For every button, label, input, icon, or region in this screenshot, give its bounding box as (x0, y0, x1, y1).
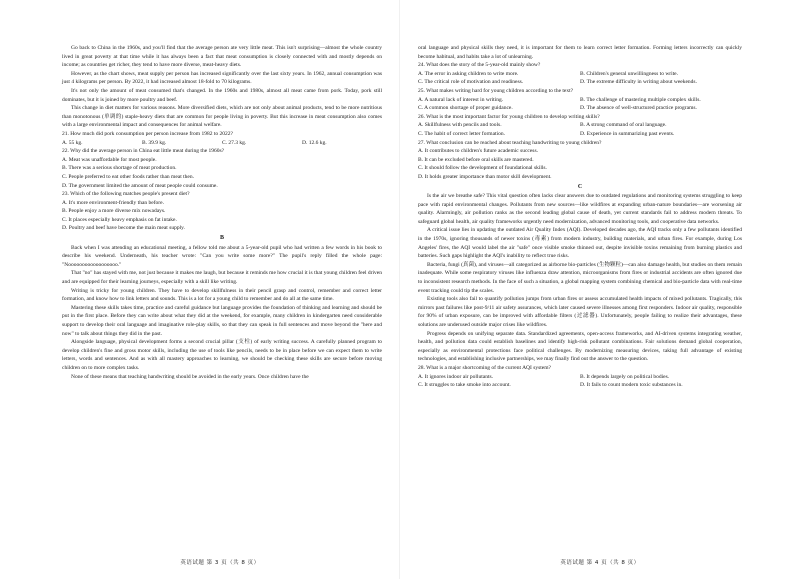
question-21 (62, 130, 382, 147)
option-b: B. There was a serious shortage of meat production. (62, 165, 177, 172)
question-options (418, 147, 742, 181)
question-24 (418, 61, 742, 87)
option-b: B. People enjoy a more diverse mix nowadays. (62, 208, 166, 215)
left-column (62, 44, 382, 381)
option-c: C. People preferred to eat other foods rather than meat then. (62, 173, 194, 180)
option-c: C. A common shortage of proper guidance. (418, 105, 513, 112)
question-stem: 24. What does the story of the 5-year-old mainly show? (418, 62, 541, 69)
option-d: D. It fails to count modern toxic substances in. (580, 382, 683, 389)
question-stem: 27. What conclusion can be reached about teaching handwriting to young children? (418, 139, 602, 146)
question-options (62, 139, 382, 148)
question-27 (418, 139, 742, 182)
passage-c-paragraph: Progress depends on unifying separate data. Standardized agreements, open-access frameworks, and AI-driven systems integrating weather, health, and pollution data could establish baselines and identify high-risk pollutant combinations. Fair solutions demand global cooperation, especially as environmental protections face political challenges. By modernizing measuring devices, taking full advantage of existing technologies, and establishing inclusive partnerships, we may finally find out the answer to the question. (418, 330, 742, 363)
passage-c-paragraph: Is the air we breathe safe? This vital question often lacks clear answers due to outdated regulations and monitoring systems struggling to keep pace with rapid environmental changes. Pollutants from new sources—like wildfires at expanding urban-nature boundaries—are worsening air quality. Alarmingly, air pollution ranks as the second leading global cause of death, yet current standards fail to address modern threats. To safeguard global health, air quality frameworks urgently need modernization, advanced monitoring tools, and cooperative data networks. (418, 193, 742, 225)
option-d: D. The absence of well-structured practice programs. (580, 105, 697, 112)
question-28 (418, 364, 742, 390)
option-a: A. It contributes to children's future academic success. (418, 148, 538, 155)
option-a: A. Meat was unaffordable for most people. (62, 156, 157, 163)
question-stem: 22. Why did the average person in China eat little meat during the 1960s? (62, 148, 225, 155)
question-options (418, 373, 742, 390)
question-stem: 21. How much did pork consumption per person increase from 1982 to 2022? (62, 130, 233, 137)
passage-b-paragraph: None of these means that teaching handwriting should be avoided in the early years. Once children have the (71, 373, 309, 380)
passage-c-paragraph: Existing tools also fail to quantify pollution jumps from urban fires or assess accumulated health impacts of mixed pollutants. Tragically, this mirrors past failures like post-9/11 air safety assurances, which later caused severe illnesses among first responders. Indoor air quality, responsible for 90% of urban exposure, can be improved with affordable filters (过滤器). Unfortunately, people failing to realize their advantages, these solutions are underused outside major crises like wildfires. (418, 296, 742, 328)
passage-b-paragraph: Back when I was attending an educational meeting, a fellow told me about a 5-year-old pupil who had written a few words in his book to describe his weekend. Underneath, his teacher wrote: "Can you write some more?" The pupil's reply filled the whole page: "Noooooooooooooooooo." (62, 244, 382, 268)
passage-b-continuation: oral language and physical skills they need, it is important for them to learn correct letter formation. Forming letters incorrectly can quickly become habitual, and habits take a lot of unlearning. (418, 45, 742, 60)
passage-a-paragraph: Go back to China in the 1960s, and you'll find that the average person ate very little meat. This isn't surprising—almost the whole country lived in great poverty at that time while it has always been a fact that meat consumption is closely connected with and mostly depends on income; as countries get richer, they tend to have more diverse, meat-heavy diets. (62, 45, 382, 69)
option-d: D. Experience in summarizing past events. (580, 130, 675, 137)
option-a: A. It's more environment-friendly than before. (62, 199, 164, 206)
question-options (418, 121, 742, 138)
question-stem: 25. What makes writing hard for young children according to the text? (418, 87, 574, 94)
option-b: B. It can be excluded before oral skills are mastered. (418, 156, 534, 163)
option-a: A. It ignores indoor air pollutants. (418, 373, 494, 380)
question-stem: 23. Which of the following matches people's present diet? (62, 191, 190, 198)
option-d: D. 12.6 kg. (302, 139, 327, 146)
passage-a-paragraph: This change in diet matters for various reasons. More diversified diets, which are not only about animal products, tend to be more nutritious than monotonous (单调的) staple-heavy diets that are common for people living in poverty. But this increase in meat consumption also comes with a large environmental impact and consequences for animal welfare. (62, 105, 382, 129)
question-23 (62, 190, 382, 233)
option-a: A. Skillfulness with pencils and tools. (418, 122, 502, 129)
passage-b-paragraph: Alongside language, physical development forms a second crucial pillar (支柱) of early writing success. A carefully planned program to develop children's fine and gross motor skills, including the use of tools like pencils, needs to be in place before we can expect them to write letters, words and sentences. And as with all mastery approaches to learning, we should be checking these skills are secure before moving children on to more complex tasks. (62, 339, 382, 371)
right-column (418, 44, 742, 390)
passage-b-paragraph: Mastering these skills takes time, practice and careful guidance but language provides the foundation of thinking and learning and should be put in the first place. Before they can write about what they did at the weekend, for example, many children in kindergarten need considerable support to develop their oral language and imaginative role-play skills, so that they can speak in full sentences and move beyond the "here and now" to talk about things they did in the past. (62, 304, 382, 337)
option-c: C. The critical role of motivation and readiness. (418, 79, 524, 86)
page-footer: 英语试题 第 3 页（共 8 页） (180, 560, 260, 566)
option-c: C. The habit of correct letter formation. (418, 130, 505, 137)
option-c: C. 27.3 kg. (222, 139, 247, 146)
option-d: D. The extreme difficulty in writing about weekends. (580, 79, 697, 86)
question-options (418, 70, 742, 87)
section-heading-c: C (577, 183, 583, 190)
option-a: A. The error in asking children to write more. (418, 70, 519, 77)
question-options (62, 199, 382, 233)
question-25 (418, 87, 742, 113)
passage-b-paragraph: That "no" has stayed with me, not just because it makes me laugh, but because it reminds me how crucial it is that young children feel driven and are equipped for their learning journeys, especially with a skill like writing. (62, 270, 382, 286)
question-22 (62, 147, 382, 190)
option-d: D. It holds greater importance than motor skill development. (418, 173, 552, 180)
question-26 (418, 113, 742, 139)
passage-a-paragraph: However, as the chart shows, meat supply per person has increased significantly over the last sixty years. In 1962, annual consumption was just 4 kilograms per person. By 2022, it had increased almost 18-fold to 70 kilograms. (62, 70, 382, 86)
option-b: B. Children's general unwillingness to write. (580, 70, 678, 77)
option-c: C. It struggles to take smoke into account. (418, 382, 511, 389)
option-a: A. 55 kg. (62, 139, 83, 146)
option-c: C. It should follow the development of foundational skills. (418, 165, 547, 172)
question-options (418, 96, 742, 113)
question-stem: 26. What is the most important factor for young children to develop writing skills? (418, 113, 600, 120)
passage-b-paragraph: Writing is tricky for young children. They have to develop skillfulness in their pencil grasp and control, remember and correct letter formation, and know how to link letters and sounds. This is a lot for a young child to remember and do all at the same time. (62, 287, 382, 303)
option-c: C. It places especially heavy emphasis on fat intake. (62, 216, 177, 223)
passage-a-paragraph: It's not only the amount of meat consumed that's changed. In the 1960s and 1980s, almost all meat came from pork. Today, pork still dominates, but it is joined by more poultry and beef. (62, 87, 382, 103)
option-b: B. It depends largely on political bodies. (580, 373, 670, 380)
passage-c-paragraph: A critical issue lies in updating the outdated Air Quality Index (AQI). Developed decades ago, the AQI tracks only a few pollutants identified in the 1970s, ignoring thousands of newer toxins (毒素) from modern industry, building materials, and urban fires. For example, during Los Angeles' fires, the AQI would label the air "safe" once visible smoke thinned out, despite invisible toxins remaining from burning plastics and batteries. Such gaps highlight the AQI's inability to reflect true risks. (418, 227, 742, 260)
option-d: D. Poultry and beef have become the main meat supply. (62, 225, 185, 232)
option-b: B. A strong command of oral language. (580, 122, 667, 129)
option-b: B. The challenge of mastering multiple complex skills. (580, 96, 701, 103)
page-footer: 英语试题 第 4 页（共 8 页） (560, 560, 640, 566)
right-page (400, 0, 800, 579)
option-a: A. A natural lack of interest in writing. (418, 96, 504, 103)
question-stem: 28. What is a major shortcoming of the current AQI system? (418, 364, 551, 371)
passage-c-paragraph: Bacteria, fungi (真菌), and viruses—all categorized as airborne bio-particles (生物颗粒)—can also damage health, but studies on them remain inadequate. While some respiratory viruses like influenza draw attention, microorganisms from fires or industrial accidents are often ignored due to inconsistent research methods. In the face of such a situation, a global mapping system combining chemical and bio-particle data with real-time event tracking could tip the scales. (418, 261, 742, 294)
question-options (62, 156, 382, 190)
option-b: B. 39.9 kg. (142, 139, 167, 146)
section-heading-b: B (219, 235, 224, 242)
option-d: D. The government limited the amount of meat people could consume. (62, 182, 218, 189)
